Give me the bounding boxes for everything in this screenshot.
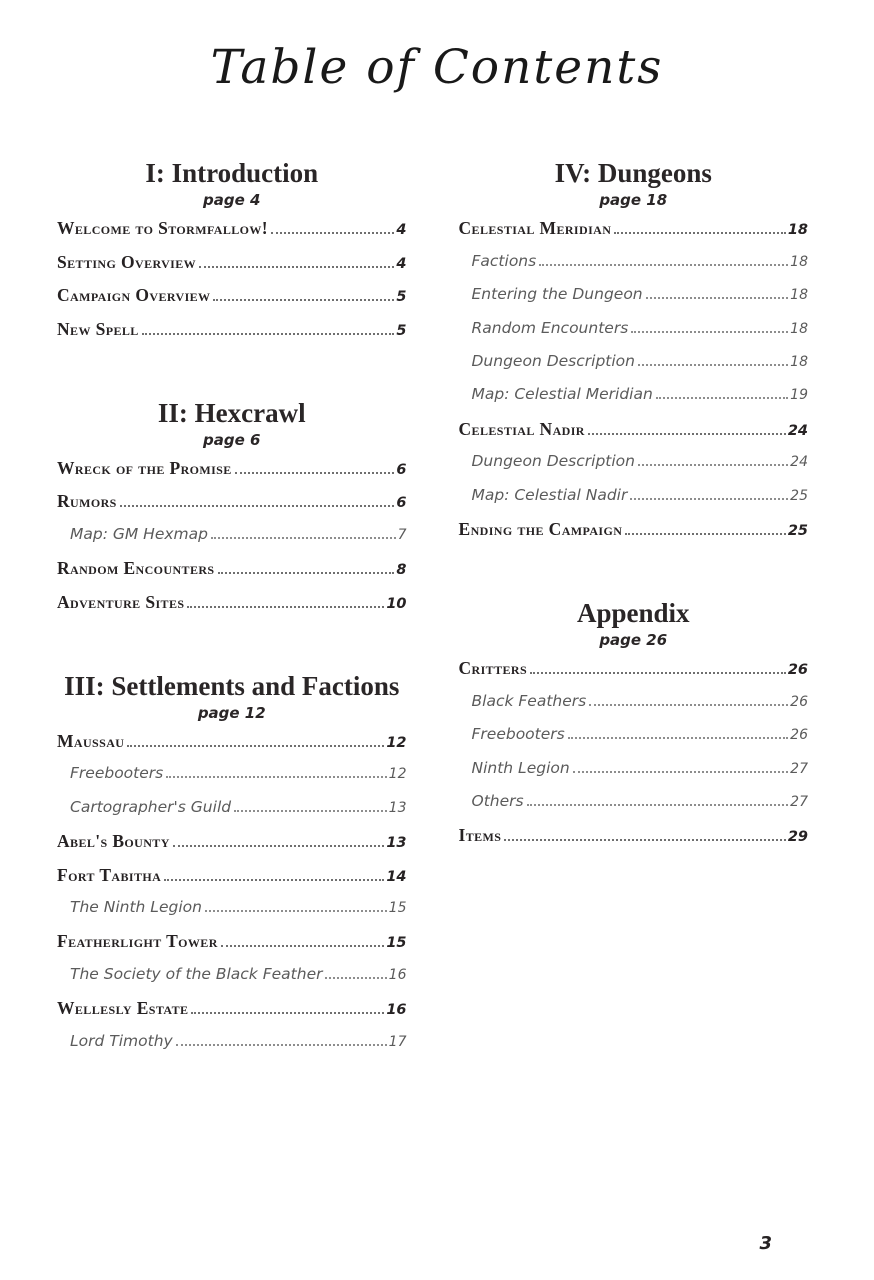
toc-entry[interactable]: [57, 558, 407, 591]
entry-label: Critters: [458, 658, 528, 679]
toc-entry[interactable]: [459, 759, 809, 792]
toc-section: [459, 158, 809, 552]
toc-section: [57, 671, 407, 1065]
section-heading: IV: Dungeons: [554, 158, 712, 189]
dot-leader: [325, 977, 386, 979]
entry-page: 4: [396, 255, 407, 272]
entry-label: Dungeon Description: [471, 352, 635, 370]
toc-entry[interactable]: [57, 798, 407, 831]
toc-column-right: [459, 158, 809, 1065]
entry-label: Map: Celestial Nadir: [471, 485, 628, 504]
entry-page: 7: [397, 526, 407, 543]
entry-label: Entering the Dungeon: [471, 285, 643, 304]
entry-page: 10: [386, 595, 407, 612]
toc-entry[interactable]: [459, 658, 809, 691]
page-title: Table of Contents: [210, 40, 664, 95]
dot-leader: [176, 1044, 387, 1046]
entry-label: Wreck of the Promise: [57, 458, 232, 479]
toc-entry[interactable]: [57, 285, 407, 318]
entry-list: [459, 218, 809, 552]
entry-page: 14: [386, 868, 407, 885]
toc-entry[interactable]: [57, 731, 407, 764]
dot-leader: [205, 910, 387, 912]
section-page-ref: page 26: [599, 631, 668, 650]
section-page-ref: page 6: [203, 431, 261, 450]
toc-entry[interactable]: [459, 725, 809, 758]
toc-entry[interactable]: [57, 319, 407, 352]
dot-leader: [589, 704, 788, 706]
entry-list: [57, 731, 407, 1065]
entry-page: 26: [790, 727, 808, 744]
dot-leader: [127, 745, 384, 747]
dot-leader: [530, 672, 786, 674]
toc-entry[interactable]: [459, 419, 809, 452]
toc-entry[interactable]: [459, 352, 809, 385]
entry-label: Celestial Meridian: [458, 218, 612, 239]
entry-page: 27: [790, 760, 808, 777]
toc-entry[interactable]: [459, 486, 809, 519]
entry-page: 5: [396, 289, 407, 306]
toc-entry[interactable]: [459, 218, 809, 251]
entry-label: Lord Timothy: [70, 1031, 173, 1050]
toc-entry[interactable]: [459, 385, 809, 418]
entry-page: 18: [790, 320, 808, 337]
toc-column-left: [57, 158, 407, 1065]
entry-list: [57, 458, 407, 625]
entry-page: 25: [790, 487, 808, 504]
toc-entry[interactable]: [57, 764, 407, 797]
entry-label: Abel's Bounty: [57, 831, 170, 852]
entry-page: 25: [787, 522, 808, 539]
entry-label: Map: Celestial Meridian: [471, 385, 653, 404]
entry-label: Wellesly Estate: [57, 998, 189, 1019]
dot-leader: [614, 232, 786, 234]
toc-entry[interactable]: [57, 218, 407, 251]
dot-leader: [568, 737, 788, 739]
dot-leader: [656, 397, 788, 399]
dot-leader: [173, 845, 385, 847]
entry-page: 16: [388, 966, 407, 983]
entry-page: 17: [388, 1033, 407, 1050]
section-heading: II: Hexcrawl: [157, 398, 306, 428]
dot-leader: [631, 331, 788, 333]
entry-page: 13: [386, 835, 407, 852]
entry-label: Featherlight Tower: [57, 931, 218, 952]
dot-leader: [234, 810, 387, 812]
toc-entry[interactable]: [57, 252, 407, 285]
entry-label: Adventure Sites: [57, 591, 185, 612]
dot-leader: [164, 879, 384, 881]
entry-page: 18: [790, 287, 808, 304]
toc-entry[interactable]: [57, 998, 407, 1031]
toc-entry[interactable]: [459, 825, 809, 858]
section-page-ref: page 4: [203, 191, 261, 210]
entry-page: 8: [396, 562, 407, 579]
entry-label: Rumors: [57, 491, 117, 512]
toc-entry[interactable]: [57, 1032, 407, 1065]
dot-leader: [271, 232, 394, 234]
entry-page: 24: [787, 422, 808, 439]
toc-entry[interactable]: [459, 319, 809, 352]
entry-page: 12: [386, 735, 407, 752]
dot-leader: [166, 776, 386, 778]
dot-leader: [120, 505, 395, 507]
dot-leader: [539, 264, 788, 266]
toc-entry[interactable]: [57, 865, 407, 898]
section-page-ref: page 18: [599, 191, 668, 210]
entry-page: 15: [386, 935, 407, 952]
dot-leader: [625, 533, 786, 535]
dot-leader: [211, 537, 396, 539]
toc-entry[interactable]: [57, 931, 407, 964]
entry-page: 19: [790, 387, 808, 404]
toc-entry[interactable]: [57, 831, 407, 864]
dot-leader: [221, 945, 385, 947]
entry-label: Items: [458, 825, 502, 846]
toc-section: [57, 158, 407, 352]
entry-page: 26: [787, 662, 808, 679]
toc-entry[interactable]: [459, 452, 809, 485]
entry-label: Map: GM Hexmap: [70, 524, 208, 543]
entry-label: Black Feathers: [471, 691, 587, 710]
toc-entry[interactable]: [459, 692, 809, 725]
entry-page: 6: [396, 462, 407, 479]
entry-page: 24: [790, 454, 808, 471]
entry-label: Cartographer's Guild: [70, 797, 232, 816]
toc-entry[interactable]: [57, 898, 407, 931]
dot-leader: [191, 1012, 384, 1014]
dot-leader: [218, 572, 395, 574]
entry-label: New Spell: [57, 318, 139, 339]
entry-page: 27: [790, 793, 808, 810]
entry-page: 15: [388, 900, 407, 916]
entry-label: Others: [471, 791, 524, 810]
entry-label: Maussau: [57, 731, 125, 752]
toc-entry[interactable]: [57, 458, 407, 491]
dot-leader: [187, 606, 384, 608]
entry-page: 29: [787, 829, 808, 846]
entry-label: Ending the Campaign: [458, 518, 623, 539]
dot-leader: [630, 498, 788, 500]
toc-entry[interactable]: [459, 519, 809, 552]
toc-entry[interactable]: [57, 491, 407, 524]
entry-label: Factions: [471, 251, 537, 270]
entry-page: 12: [388, 766, 407, 783]
section-page-ref: page 12: [197, 704, 266, 723]
section-heading: I: Introduction: [145, 158, 319, 189]
toc-columns: [0, 158, 874, 1065]
entry-label: Setting Overview: [57, 251, 197, 272]
folio-page-number: 3: [759, 1233, 772, 1254]
entry-page: 16: [386, 1002, 407, 1019]
toc-entry[interactable]: [57, 592, 407, 625]
dot-leader: [527, 804, 789, 806]
toc-entry[interactable]: [459, 252, 809, 285]
toc-section: [459, 598, 809, 858]
entry-label: Fort Tabitha: [57, 864, 162, 885]
entry-page: 13: [388, 799, 407, 816]
entry-page: 6: [396, 495, 407, 512]
entry-label: Dungeon Description: [471, 452, 635, 471]
entry-list: [459, 658, 809, 858]
dot-leader: [638, 464, 788, 466]
dot-leader: [646, 297, 789, 299]
toc-section: [57, 398, 407, 625]
entry-page: 26: [790, 693, 808, 710]
dot-leader: [504, 839, 785, 841]
dot-leader: [638, 364, 788, 366]
entry-label: Random Encounters: [57, 558, 215, 579]
entry-label: Ninth Legion: [471, 758, 570, 777]
toc-entry[interactable]: [459, 792, 809, 825]
entry-label: Freebooters: [471, 725, 565, 744]
dot-leader: [142, 333, 395, 335]
entry-page: 4: [396, 222, 407, 239]
entry-page: 18: [787, 222, 808, 239]
dot-leader: [199, 266, 394, 268]
toc-entry[interactable]: [459, 285, 809, 318]
entry-label: The Ninth Legion: [70, 898, 202, 916]
entry-page: 18: [790, 253, 808, 270]
entry-page: 5: [396, 322, 407, 339]
entry-label: Random Encounters: [471, 318, 629, 337]
entry-label: Welcome to Stormfallow!: [57, 218, 269, 239]
entry-list: [57, 218, 407, 352]
toc-entry[interactable]: [57, 525, 407, 558]
entry-label: Celestial Nadir: [458, 418, 585, 439]
entry-label: Campaign Overview: [57, 285, 211, 306]
dot-leader: [573, 771, 788, 773]
dot-leader: [213, 299, 394, 301]
entry-label: The Society of the Black Feather: [70, 964, 323, 983]
entry-page: 18: [790, 354, 808, 370]
section-heading: III: Settlements and Factions: [64, 671, 400, 701]
entry-label: Freebooters: [70, 764, 164, 783]
dot-leader: [588, 433, 786, 435]
toc-entry[interactable]: [57, 965, 407, 998]
dot-leader: [235, 472, 395, 474]
section-heading: Appendix: [576, 598, 690, 629]
